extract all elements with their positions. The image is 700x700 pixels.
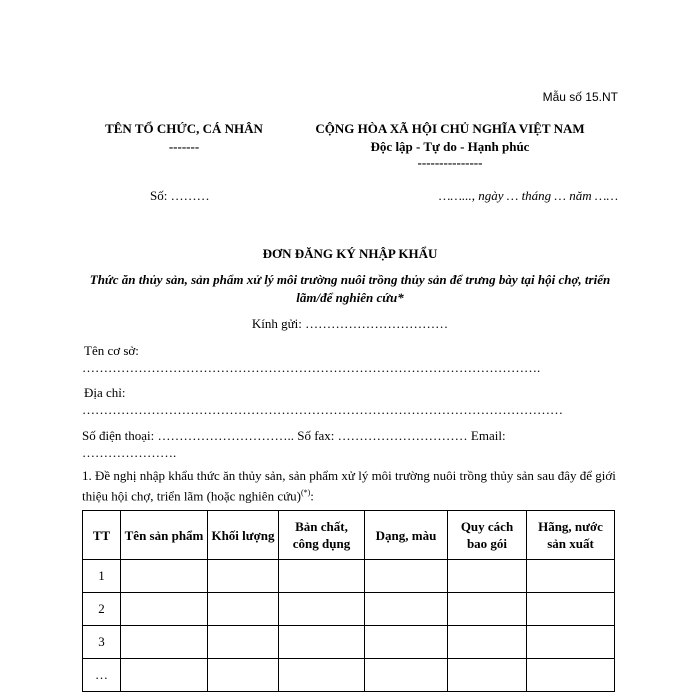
address-dots: ………………………………………………………………………………………………… xyxy=(82,402,563,417)
header-nature-usage: Bản chất, công dụng xyxy=(279,511,365,560)
request-paragraph xyxy=(82,467,618,504)
table-row xyxy=(83,659,615,692)
table-cell xyxy=(365,659,448,692)
table-cell xyxy=(527,659,615,692)
org-dash: ------- xyxy=(168,139,200,154)
table-row xyxy=(83,593,615,626)
header-product-name: Tên sản phẩm xyxy=(121,511,208,560)
header-packaging: Quy cách bao gói xyxy=(448,511,527,560)
table-cell xyxy=(121,659,208,692)
date-line: ……..., ngày … tháng … năm …… xyxy=(438,188,618,203)
table-cell xyxy=(208,626,279,659)
table-header-row xyxy=(83,511,615,560)
request-text: 1. Đề nghị nhập khẩu thức ăn thủy sản, sản phẩm xử lý môi trường nuôi trồng thủy sản sau đây để giới thiệu hội chợ, triển lãm (hoặc nghiên cứu) xyxy=(82,468,616,504)
form-title: ĐƠN ĐĂNG KÝ NHẬP KHẨU xyxy=(262,246,438,261)
header-manufacturer-country: Hãng, nước sản xuất xyxy=(527,511,615,560)
table-cell xyxy=(121,560,208,593)
nation-title: CỘNG HÒA XÃ HỘI CHỦ NGHĨA VIỆT NAM xyxy=(315,121,585,136)
table-cell xyxy=(279,659,365,692)
table-cell xyxy=(208,593,279,626)
table-cell xyxy=(279,560,365,593)
row-number: 3 xyxy=(83,626,121,659)
table-cell xyxy=(448,593,527,626)
table-cell xyxy=(527,626,615,659)
table-cell xyxy=(208,659,279,692)
table-cell xyxy=(448,659,527,692)
address-label: Địa chỉ: xyxy=(84,385,126,400)
table-cell xyxy=(208,560,279,593)
nation-motto: Độc lập - Tự do - Hạnh phúc xyxy=(370,139,530,154)
table-cell xyxy=(448,560,527,593)
table-row xyxy=(83,626,615,659)
nation-dash: --------------- xyxy=(417,155,483,170)
contact-line: Số điện thoại: ………………………….. Số fax: ………………………… Email: xyxy=(82,428,506,443)
table-cell xyxy=(527,560,615,593)
form-code: Mẫu số 15.NT xyxy=(542,90,618,104)
form-subtitle: Thức ăn thủy sản, sản phẩm xử lý môi trường nuôi trồng thủy sản để trưng bày tại hội chợ, triển lãm/để nghiên cứu* xyxy=(89,272,611,305)
header-tt: TT xyxy=(83,511,121,560)
request-note-marker: (*) xyxy=(300,488,311,497)
header-quantity: Khối lượng xyxy=(208,511,279,560)
table-cell xyxy=(121,626,208,659)
table-cell xyxy=(121,593,208,626)
facility-name-label: Tên cơ sở: xyxy=(84,343,139,358)
document-number: Số: ……… xyxy=(150,188,210,203)
request-colon: : xyxy=(310,488,314,504)
table-cell xyxy=(365,593,448,626)
table-cell xyxy=(365,560,448,593)
table-cell xyxy=(279,626,365,659)
recipient-line: Kính gửi: …………………………… xyxy=(251,316,449,331)
table-cell xyxy=(279,593,365,626)
table-cell xyxy=(448,626,527,659)
contact-dots: …………………. xyxy=(82,445,177,460)
org-title: TÊN TỔ CHỨC, CÁ NHÂN xyxy=(105,121,263,136)
table-cell xyxy=(365,626,448,659)
row-number: 1 xyxy=(83,560,121,593)
header-form-color: Dạng, màu xyxy=(365,511,448,560)
row-number: … xyxy=(83,659,121,692)
table-row xyxy=(83,560,615,593)
row-number: 2 xyxy=(83,593,121,626)
product-table xyxy=(82,510,615,692)
facility-name-dots: ……………………………………………………………………………………………. xyxy=(82,360,541,375)
table-cell xyxy=(527,593,615,626)
